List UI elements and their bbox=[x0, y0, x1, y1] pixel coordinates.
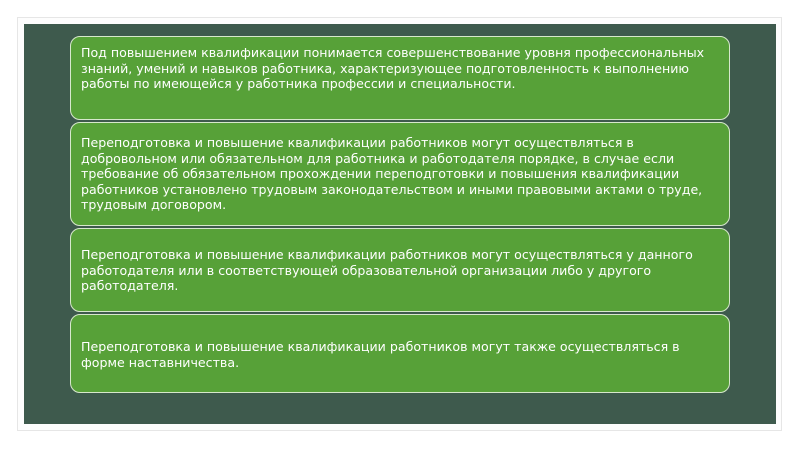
text-card-qualification-definition bbox=[70, 36, 730, 120]
card-text: Под повышением квалификации понимается совершенствование уровня профессиональных знаний, умений и навыков работника, характеризующее подготовленность к выполнению работы по имеющейся у работника профессии и специальности. bbox=[81, 45, 705, 91]
card-text: Переподготовка и повышение квалификации работников могут осуществляться у данного работодателя или в соответствующей образовательной организации либо у другого работодателя. bbox=[81, 247, 693, 293]
card-text: Переподготовка и повышение квалификации работников могут также осуществляться в форме наставничества. bbox=[81, 339, 680, 370]
card-text: Переподготовка и повышение квалификации работников могут осуществляться в добровольном или обязательном для работника и работодателя порядке, в случае если требование об обязательном прохождении переподготовки и повышения квалификации работников установлено трудовым законодательством и иными правовыми актами о труде, трудовым договором. bbox=[81, 135, 703, 212]
text-card-training-location bbox=[70, 228, 730, 312]
text-card-voluntary-or-mandatory bbox=[70, 122, 730, 226]
text-card-mentorship bbox=[70, 314, 730, 393]
